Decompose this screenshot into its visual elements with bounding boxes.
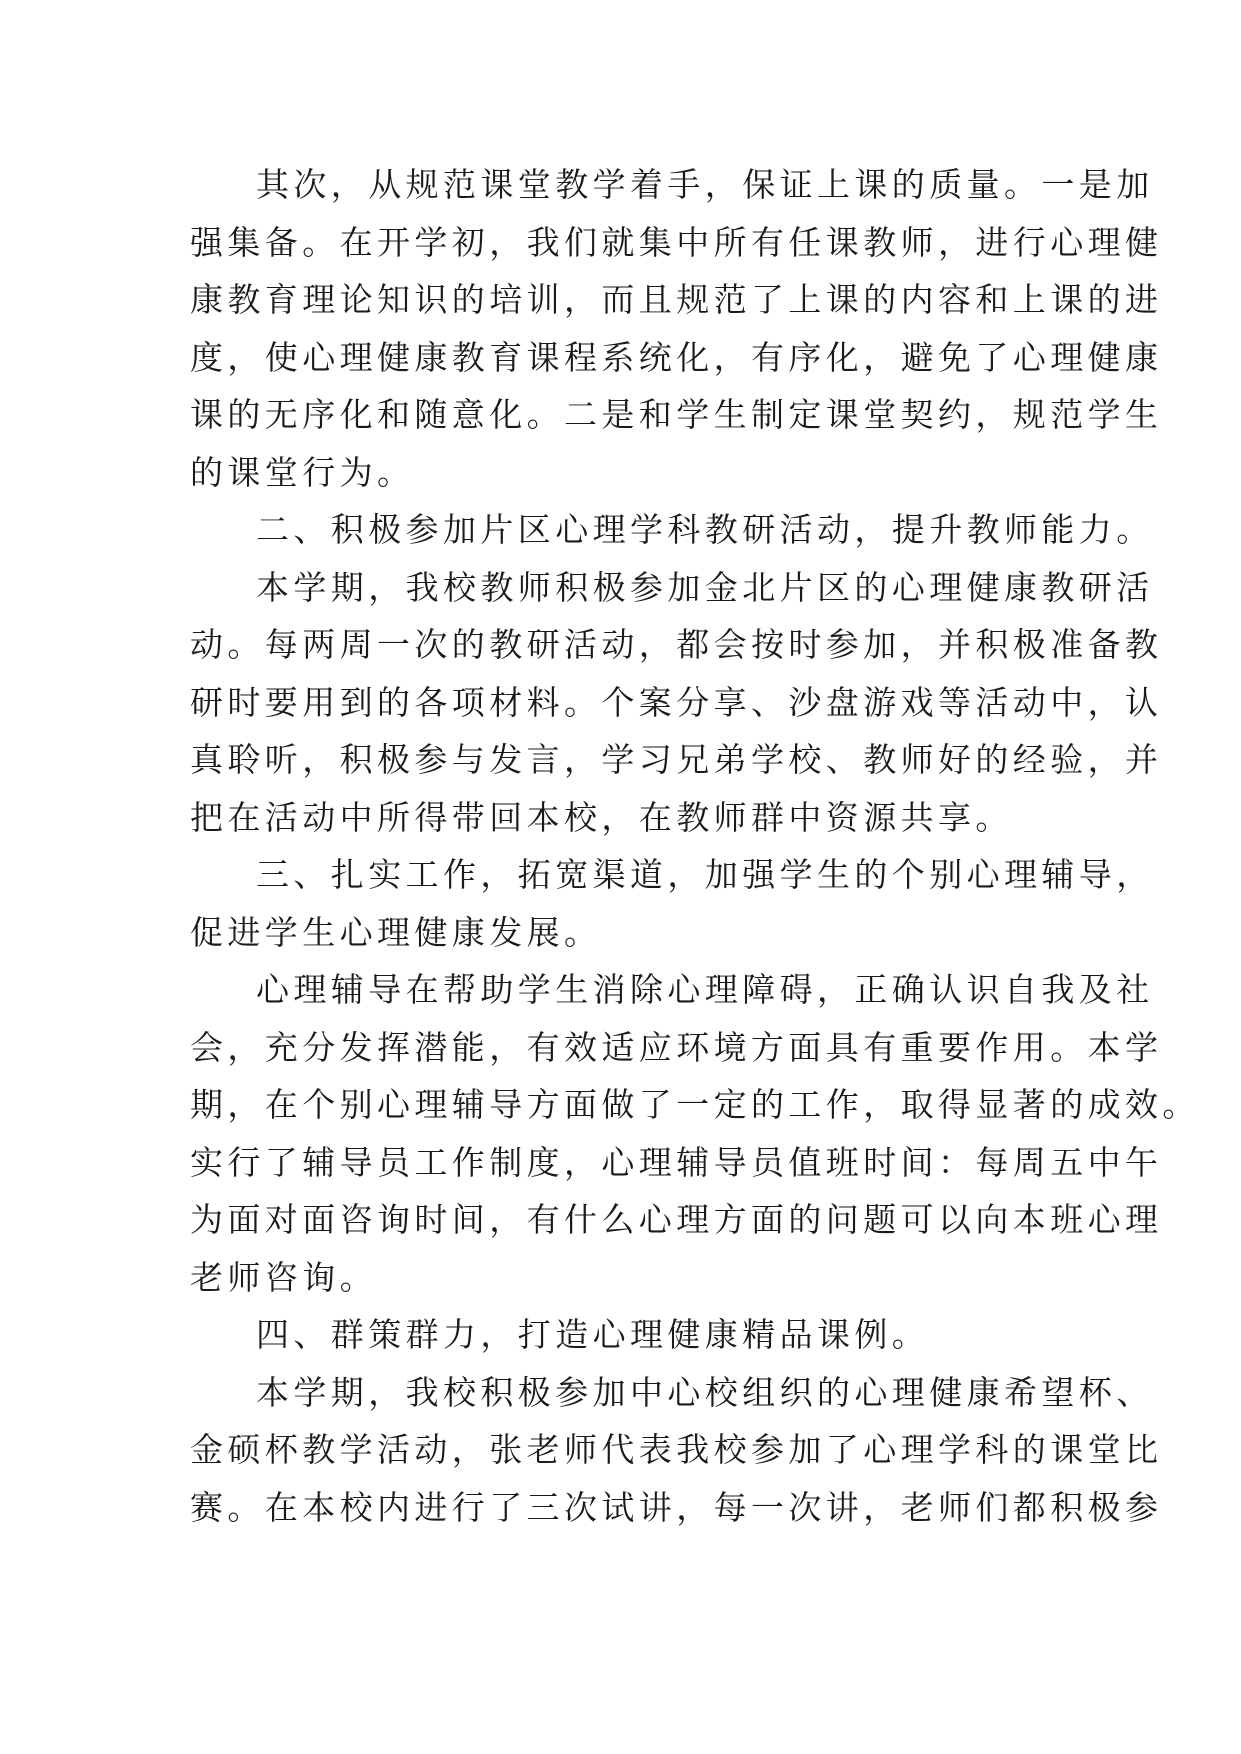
- text-line: 赛。在本校内进行了三次试讲，每一次讲，老师们都积极参: [190, 1487, 1163, 1527]
- text-line: 为面对面咨询时间，有什么心理方面的问题可以向本班心理: [190, 1200, 1163, 1239]
- text-line: 老师咨询。: [190, 1257, 377, 1297]
- text-line: 实行了辅导员工作制度，心理辅导员值班时间：每周五中午: [190, 1142, 1163, 1182]
- text-line: 其次，从规范课堂教学着手，保证上课的质量。一是加: [256, 165, 1154, 204]
- text-line: 动。每两周一次的教研活动，都会按时参加，并积极准备教: [190, 625, 1163, 664]
- text-line: 本学期，我校积极参加中心校组织的心理健康希望杯、: [256, 1372, 1154, 1412]
- text-line: 期，在个别心理辅导方面做了一定的工作，取得显著的成效。: [190, 1085, 1200, 1124]
- section-heading: 三、扎实工作，拓宽渠道，加强学生的个别心理辅导，: [256, 855, 1154, 894]
- document-body: [190, 156, 1200, 1536]
- text-line: 课的无序化和随意化。二是和学生制定课堂契约，规范学生: [190, 395, 1163, 434]
- section-heading: 四、群策群力，打造心理健康精品课例。: [256, 1315, 930, 1354]
- text-line: 把在活动中所得带回本校，在教师群中资源共享。: [190, 797, 1013, 837]
- text-line: 心理辅导在帮助学生消除心理障碍，正确认识自我及社: [256, 970, 1154, 1009]
- text-line: 真聆听，积极参与发言，学习兄弟学校、教师好的经验，并: [190, 740, 1163, 779]
- text-line: 本学期，我校教师积极参加金北片区的心理健康教研活: [256, 567, 1154, 607]
- text-line: 研时要用到的各项材料。个案分享、沙盘游戏等活动中，认: [190, 682, 1163, 722]
- text-line: 康教育理论知识的培训，而且规范了上课的内容和上课的进: [190, 280, 1163, 319]
- text-line: 强集备。在开学初，我们就集中所有任课教师，进行心理健: [190, 222, 1163, 262]
- section-heading-continued: 促进学生心理健康发展。: [190, 912, 602, 952]
- text-line: 的课堂行为。: [190, 452, 415, 492]
- text-line: 会，充分发挥潜能，有效适应环境方面具有重要作用。本学: [190, 1027, 1163, 1067]
- section-heading: 二、积极参加片区心理学科教研活动，提升教师能力。: [256, 510, 1154, 549]
- text-line: 金硕杯教学活动，张老师代表我校参加了心理学科的课堂比: [190, 1430, 1163, 1469]
- text-line: 度，使心理健康教育课程系统化，有序化，避免了心理健康: [190, 337, 1163, 377]
